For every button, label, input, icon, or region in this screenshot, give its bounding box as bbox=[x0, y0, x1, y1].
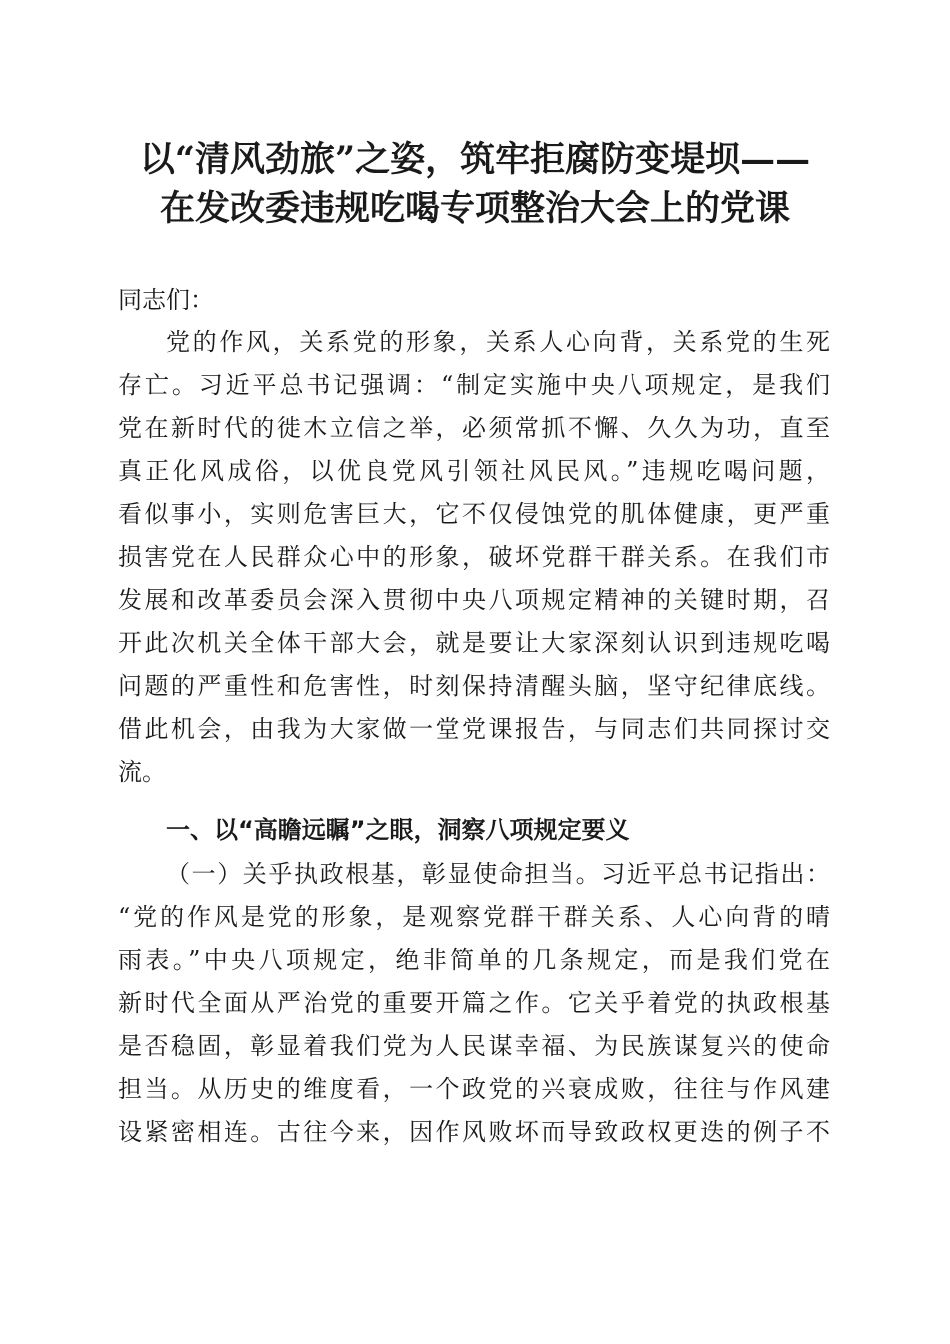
paragraph-2-line: （一）关乎执政根基，彰显使命担当。习近平总书记指出： bbox=[166, 860, 830, 888]
paragraph-1-line: 党在新时代的徙木立信之举，必须常抓不懈、久久为功，直至 bbox=[118, 414, 830, 442]
document-title-line-1: 以“清风劲旅”之姿，筑牢拒腐防变堤坝—— bbox=[139, 139, 811, 180]
document-title-line-2: 在发改委违规吃喝专项整治大会上的党课 bbox=[159, 188, 790, 229]
paragraph-1-line: 存亡。习近平总书记强调：“制定实施中央八项规定，是我们 bbox=[118, 371, 830, 399]
paragraph-2-line: 设紧密相连。古往今来，因作风败坏而导致政权更迭的例子不 bbox=[118, 1118, 830, 1146]
paragraph-2-line: 担当。从历史的维度看，一个政党的兴衰成败，往往与作风建 bbox=[118, 1075, 830, 1103]
paragraph-2-line: 新时代全面从严治党的重要开篇之作。它关乎着党的执政根基 bbox=[118, 989, 830, 1017]
paragraph-1-line: 流。 bbox=[118, 758, 166, 786]
paragraph-1-line: 党的作风，关系党的形象，关系人心向背，关系党的生死 bbox=[166, 328, 830, 356]
paragraph-1-line: 真正化风成俗，以优良党风引领社风民风。”违规吃喝问题， bbox=[118, 457, 830, 485]
paragraph-1-line: 看似事小，实则危害巨大，它不仅侵蚀党的肌体健康，更严重 bbox=[118, 500, 830, 528]
salutation: 同志们： bbox=[118, 286, 214, 314]
paragraph-2-line: 是否稳固，彰显着我们党为人民谋幸福、为民族谋复兴的使命 bbox=[118, 1032, 830, 1060]
paragraph-1-line: 发展和改革委员会深入贯彻中央八项规定精神的关键时期，召 bbox=[118, 586, 830, 614]
paragraph-1-line: 问题的严重性和危害性，时刻保持清醒头脑，坚守纪律底线。 bbox=[118, 672, 830, 700]
section-heading-1: 一、以“高瞻远瞩”之眼，洞察八项规定要义 bbox=[166, 816, 630, 844]
paragraph-2-line: 雨表。”中央八项规定，绝非简单的几条规定，而是我们党在 bbox=[118, 946, 830, 974]
paragraph-1-line: 借此机会，由我为大家做一堂党课报告，与同志们共同探讨交 bbox=[118, 715, 830, 743]
paragraph-1-line: 开此次机关全体干部大会，就是要让大家深刻认识到违规吃喝 bbox=[118, 629, 830, 657]
paragraph-1-line: 损害党在人民群众心中的形象，破坏党群干群关系。在我们市 bbox=[118, 543, 830, 571]
paragraph-2-line: “党的作风是党的形象，是观察党群干群关系、人心向背的晴 bbox=[118, 903, 830, 931]
